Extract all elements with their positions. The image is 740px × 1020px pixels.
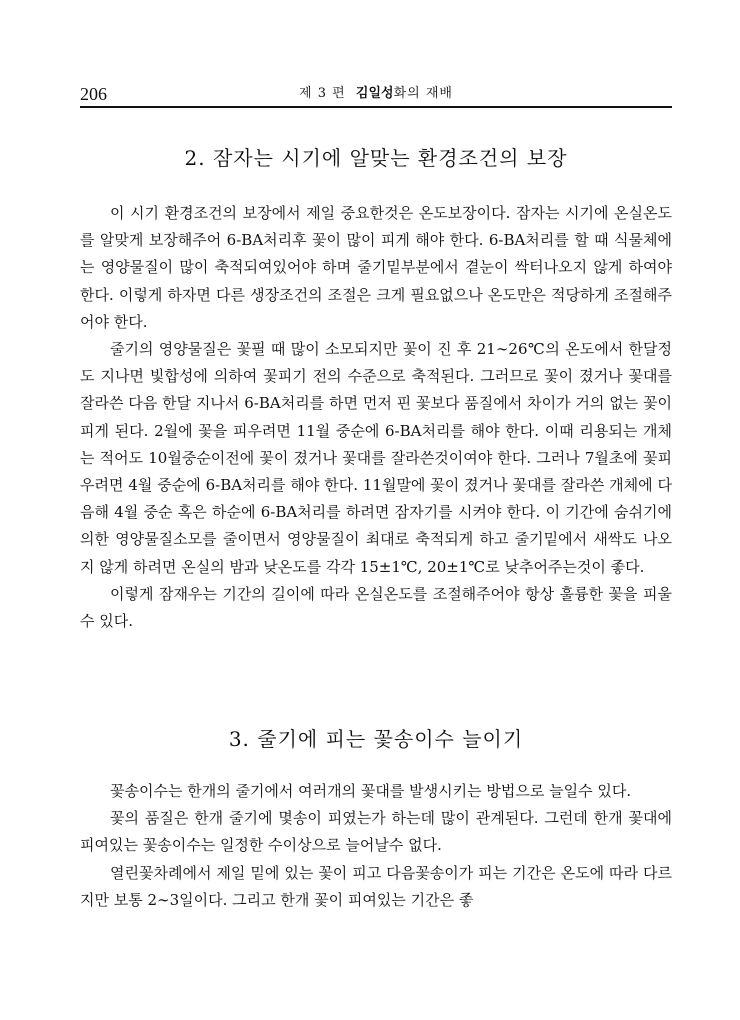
section-body bbox=[80, 200, 672, 635]
paragraph: 이 시기 환경조건의 보장에서 제일 중요한것은 온도보장이다. 잠자는 시기에 온실온도를 알맞게 보장해주어 6-BA처리후 꽃이 많이 피게 해야 한다. 6-BA처리를 할 때 식물체에는 영양물질이 많이 축적되여있어야 하며 줄기밑부분에서 곁눈이 싹터나오지 않게 하여야 한다. 이렇게 하자면 다른 생장조건의 조절은 크게 필요없으나 온도만은 적당하게 조절해주어야 한다. bbox=[80, 204, 672, 331]
running-head-part: 제 3 편 bbox=[299, 86, 346, 101]
page-header bbox=[80, 84, 672, 108]
paragraph: 이렇게 잠재우는 기간의 길이에 따라 온실온도를 조절해주어야 항상 훌륭한 꽃을 피울수 있다. bbox=[80, 584, 672, 631]
page-number: 206 bbox=[80, 84, 107, 104]
running-head-name: 김일성 bbox=[355, 86, 394, 101]
section-title: 3. 줄기에 피는 꽃송이수 늘이기 bbox=[228, 727, 524, 751]
paragraph: 꽃송이수는 한개의 줄기에서 여러개의 꽃대를 발생시키는 방법으로 늘일수 있다. bbox=[110, 782, 632, 800]
section-body bbox=[80, 778, 672, 914]
paragraph: 꽃의 품질은 한개 줄기에 몇송이 피였는가 하는데 많이 관계된다. 그런데 한개 꽃대에 피여있는 꽃송이수는 일정한 수이상으로 늘어날수 없다. bbox=[80, 809, 672, 855]
paragraph: 열린꽃차례에서 제일 밑에 있는 꽃이 피고 다음꽃송이가 피는 기간은 온도에 따라 다르지만 보통 2∼3일이다. 그리고 한개 꽃이 피여있는 기간은 좋 bbox=[80, 863, 672, 909]
paragraph: 줄기의 영양물질은 꽃필 때 많이 소모되지만 꽃이 진 후 21∼26℃의 온도에서 한달정도 지나면 빛합성에 의하여 꽃피기 전의 수준으로 축적된다. 그러므로 꽃이 졌거나 꽃대를 잘라쓴 다음 한달 지나서 6-BA처리를 하면 먼저 핀 꽃보다 품질에서 차이가 거의 없는 꽃이 피게 된다. 2월에 꽃을 피우려면 11월 중순에 6-BA처리를 해야 한다. 이때 리용되는 개체는 적어도 10월중순이전에 꽃이 졌거나 꽃대를 잘라쓴것이여야 한다. 그러나 7월초에 꽃피우려면 4월 중순에 6-BA처리를 해야 한다. 11월말에 꽃이 졌거나 꽃대를 잘라쓴 개체에 다음해 4월 중순 혹은 하순에 6-BA처리를 하려면 잠자기를 시켜야 한다. 이 기간에 숨쉬기에 의한 영양물질소모를 줄이면서 영양물질이 최대로 축적되게 하고 줄기밑에서 새싹도 나오지 않게 하려면 온실의 밤과 낮온도를 각각 15±1℃, 20±1℃로 낮추어주는것이 좋다. bbox=[80, 340, 672, 576]
section-title: 2. 잠자는 시기에 알맞는 환경조건의 보장 bbox=[184, 146, 568, 170]
running-head bbox=[80, 86, 672, 102]
running-head-part: 화의 재배 bbox=[393, 86, 453, 101]
